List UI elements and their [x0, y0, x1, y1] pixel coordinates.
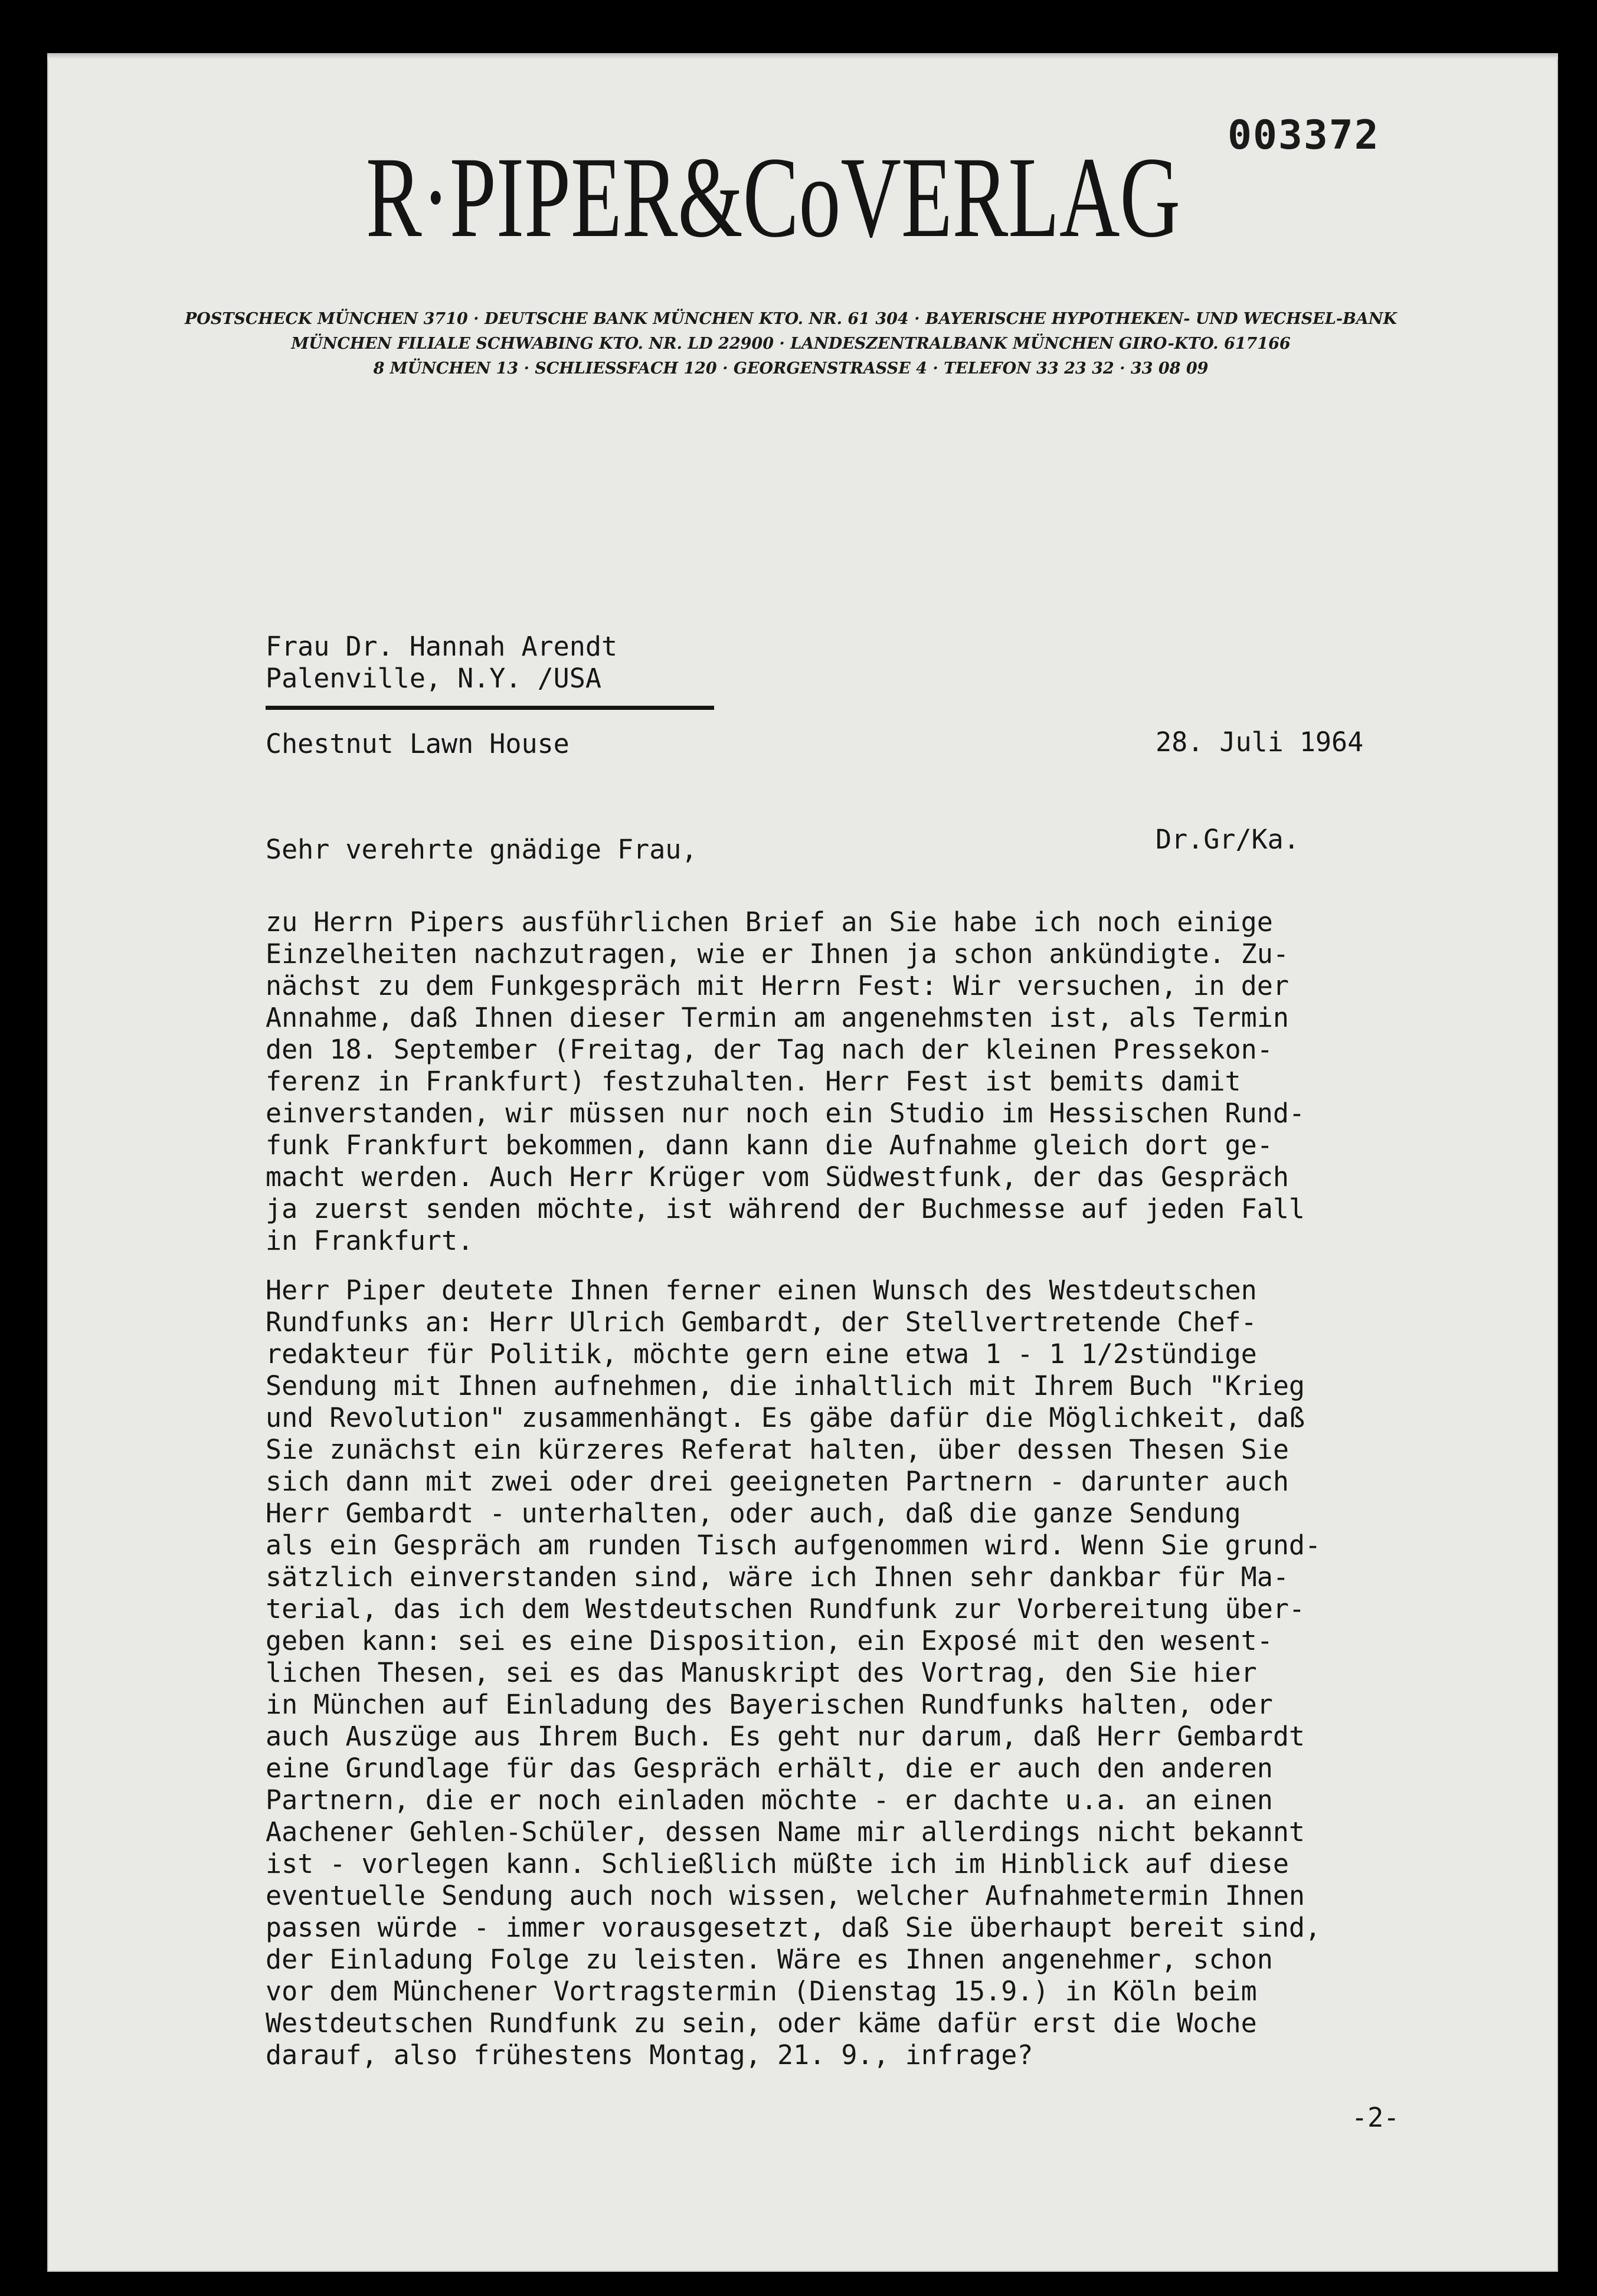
body-line: ja zuerst senden möchte, ist während der Buchmesse auf jeden Fall — [266, 1193, 1305, 1224]
date-block — [1156, 661, 1363, 888]
recipient-city: Palenville, N.Y. /USA — [266, 663, 601, 694]
publisher-logo — [354, 118, 1192, 271]
page-number: -2- — [1351, 2102, 1400, 2133]
body-line: Herr Piper deutete Ihnen ferner einen Wunsch des Westdeutschen — [266, 1275, 1257, 1306]
recipient-street: Chestnut Lawn House — [266, 728, 570, 759]
body-line: in München auf Einladung des Bayerischen Rundfunks halten, oder — [266, 1689, 1273, 1720]
body-line: als ein Gespräch am runden Tisch aufgenommen wird. Wenn Sie grund- — [266, 1529, 1321, 1561]
body-line: darauf, also frühestens Montag, 21. 9., infrage? — [266, 2039, 1033, 2071]
bank-line: POSTSCHECK MÜNCHEN 3710 · DEUTSCHE BANK MÜNCHEN KTO. NR. 61 304 · BAYERISCHE HYPOTHEKEN- UND WECHSEL-BANK — [185, 310, 1397, 328]
body-line: eine Grundlage für das Gespräch erhält, die er auch den anderen — [266, 1753, 1273, 1784]
paragraph-1 — [266, 906, 1305, 1257]
logo-wordmark: R·PIPER&CoVERLAG — [366, 133, 1180, 261]
body-line: vor dem Münchener Vortragstermin (Dienstag 15.9.) in Köln beim — [266, 1976, 1257, 2007]
paragraph-2 — [266, 1275, 1321, 2071]
body-line: terial, das ich dem Westdeutschen Rundfunk zur Vorbereitung über- — [266, 1593, 1305, 1624]
body-line: Einzelheiten nachzutragen, wie er Ihnen ja schon ankündigte. Zu- — [266, 938, 1289, 970]
body-line: in Frankfurt. — [266, 1225, 474, 1256]
body-line: nächst zu dem Funkgespräch mit Herrn Fest: Wir versuchen, in der — [266, 970, 1289, 1001]
body-line: Westdeutschen Rundfunk zu sein, oder käme dafür erst die Woche — [266, 2007, 1257, 2039]
body-line: Sie zunächst ein kürzeres Referat halten, über dessen Thesen Sie — [266, 1434, 1289, 1465]
body-line: den 18. September (Freitag, der Tag nach der kleinen Pressekon- — [266, 1034, 1273, 1065]
body-line: Herr Gembardt - unterhalten, oder auch, daß die ganze Sendung — [266, 1498, 1241, 1529]
paper-top-edge — [47, 53, 1558, 59]
body-line: Annahme, daß Ihnen dieser Termin am angenehmsten ist, als Termin — [266, 1002, 1289, 1033]
body-line: Rundfunks an: Herr Ulrich Gembardt, der Stellvertretende Chef- — [266, 1306, 1257, 1338]
body-line: sich dann mit zwei oder drei geeigneten Partnern - darunter auch — [266, 1466, 1289, 1497]
body-line: macht werden. Auch Herr Krüger vom Südwestfunk, der das Gespräch — [266, 1161, 1289, 1193]
body-line: der Einladung Folge zu leisten. Wäre es Ihnen angenehmer, schon — [266, 1944, 1273, 1975]
body-line: redakteur für Politik, möchte gern eine etwa 1 - 1 1/2stündige — [266, 1338, 1257, 1370]
body-line: passen würde - immer vorausgesetzt, daß Sie überhaupt bereit sind, — [266, 1912, 1321, 1943]
bank-line: MÜNCHEN FILIALE SCHWABING KTO. NR. LD 22900 · LANDESZENTRALBANK MÜNCHEN GIRO-KTO. 617166 — [291, 335, 1291, 353]
reference-code: Dr.Gr/Ka. — [1156, 824, 1300, 855]
body-line: Aachener Gehlen-Schüler, dessen Name mir allerdings nicht bekannt — [266, 1816, 1305, 1848]
letter-date: 28. Juli 1964 — [1156, 726, 1364, 758]
body-line: ferenz in Frankfurt) festzuhalten. Herr Fest ist bemits damit — [266, 1066, 1241, 1097]
body-line: ist - vorlegen kann. Schließlich müßte ich im Hinblick auf diese — [266, 1848, 1289, 1879]
body-line: lichen Thesen, sei es das Manuskript des Vortrag, den Sie hier — [266, 1657, 1257, 1688]
body-line: einverstanden, wir müssen nur noch ein Studio im Hessischen Rund- — [266, 1098, 1305, 1129]
salutation: Sehr verehrte gnädige Frau, — [266, 834, 698, 865]
body-line: funk Frankfurt bekommen, dann kann die Aufnahme gleich dort ge- — [266, 1129, 1273, 1161]
body-line: Sendung mit Ihnen aufnehmen, die inhaltlich mit Ihrem Buch "Krieg — [266, 1370, 1305, 1401]
recipient-name: Frau Dr. Hannah Arendt — [266, 631, 618, 662]
letterhead-bank-details — [153, 307, 1428, 381]
body-line: Partnern, die er noch einladen möchte - er dachte u.a. an einen — [266, 1784, 1273, 1816]
body-line: geben kann: sei es eine Disposition, ein Exposé mit den wesent- — [266, 1625, 1273, 1656]
bank-line: 8 MÜNCHEN 13 · SCHLIESSFACH 120 · GEORGENSTRASSE 4 · TELEFON 33 23 32 · 33 08 09 — [373, 359, 1209, 378]
body-line: und Revolution" zusammenhängt. Es gäbe dafür die Möglichkeit, daß — [266, 1402, 1305, 1433]
archive-stamp-number: 003372 — [1228, 112, 1380, 159]
body-line: zu Herrn Pipers ausführlichen Brief an Sie habe ich noch einige — [266, 906, 1273, 938]
body-line: auch Auszüge aus Ihrem Buch. Es geht nur darum, daß Herr Gembardt — [266, 1721, 1305, 1752]
city-underline — [266, 706, 714, 710]
body-line: sätzlich einverstanden sind, wäre ich Ihnen sehr dankbar für Ma- — [266, 1561, 1289, 1593]
body-line: eventuelle Sendung auch noch wissen, welcher Aufnahmetermin Ihnen — [266, 1880, 1305, 1911]
